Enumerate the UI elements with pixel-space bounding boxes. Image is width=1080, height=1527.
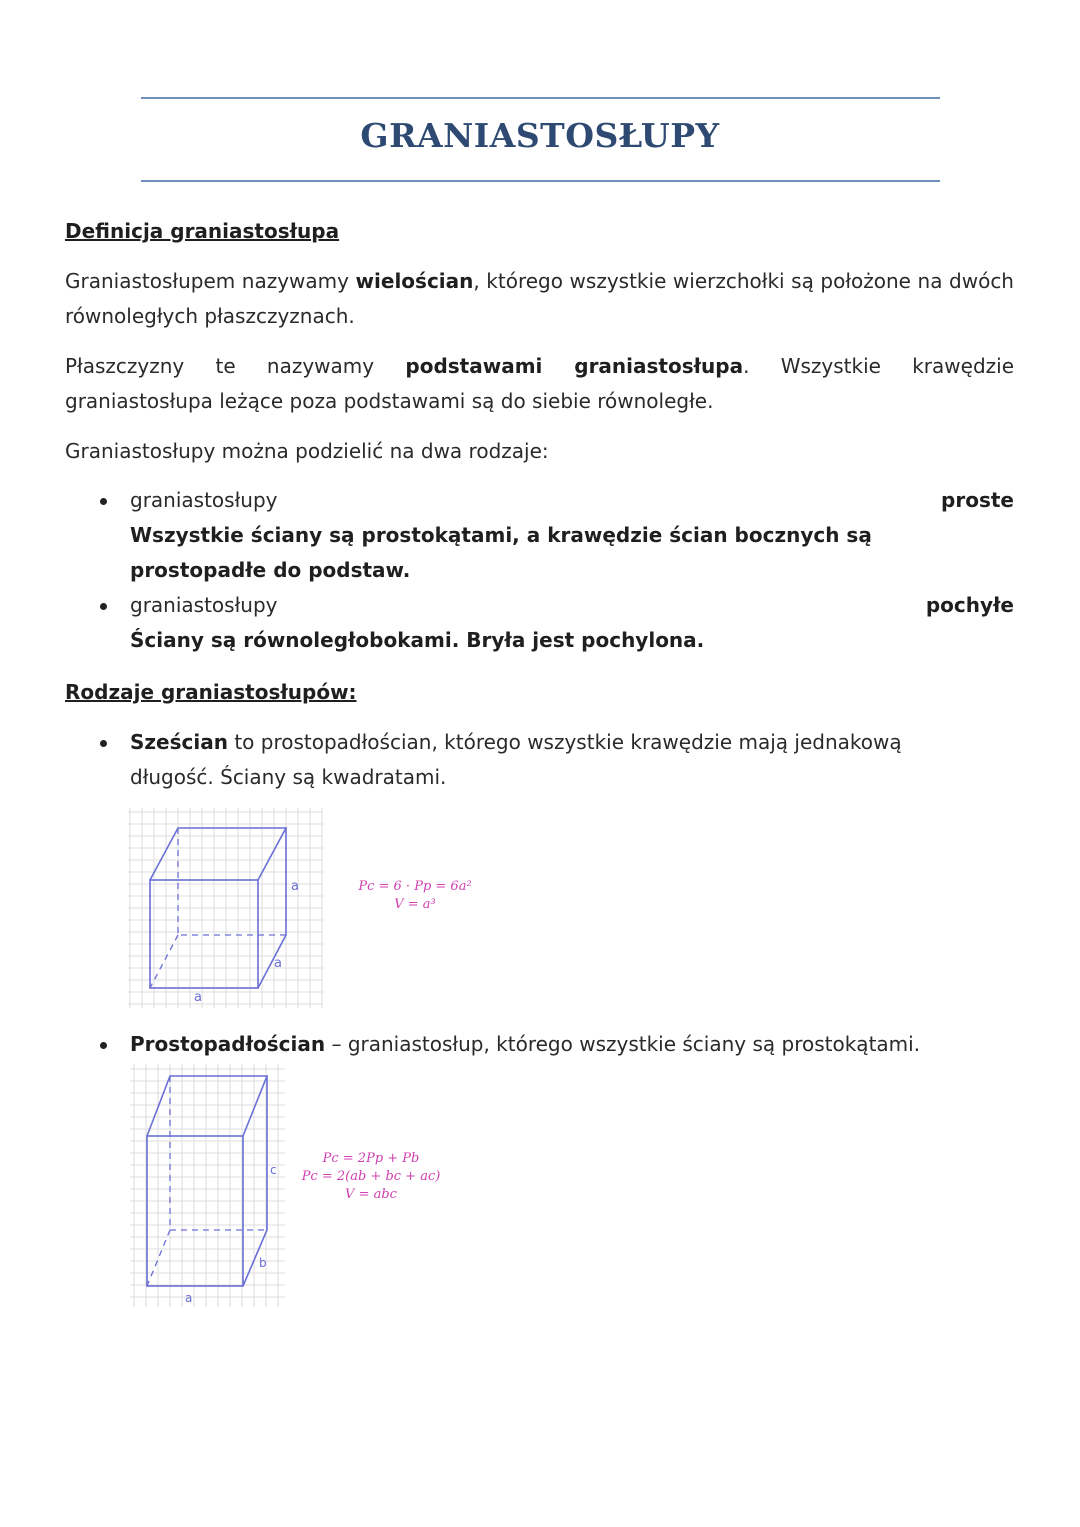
cube-term: Sześcian <box>130 730 228 754</box>
grid-background <box>130 1064 285 1307</box>
cube-figure <box>128 808 323 1008</box>
cuboid-volume-formula: V = abc <box>345 1187 397 1202</box>
cuboid-edges <box>147 1076 267 1286</box>
list-item-cuboid <box>65 1027 1014 1062</box>
p2-text-a: Płaszczyzny te nazywamy <box>65 354 406 378</box>
grid-background <box>128 808 323 1008</box>
type-description: Wszystkie ściany są prostokątami, a krawędzie ścian bocznych są prostopadłe do podstaw. <box>130 523 872 582</box>
p2-term: podstawami graniastosłupa <box>405 354 744 378</box>
cuboid-area-expanded-formula: Pc = 2(ab + bc + ac) <box>301 1169 441 1184</box>
page-title: GRANIASTOSŁUPY <box>360 116 720 155</box>
type-kind: proste <box>941 488 1014 512</box>
cuboid-term: Prostopadłościan <box>130 1032 326 1056</box>
p1-text-c: , którego wszystkie wierzchołki są położone na dwóch równoległych płaszczyznach. <box>65 269 1014 328</box>
bullet <box>100 740 107 747</box>
kinds-heading: Rodzaje graniastosłupów: <box>65 680 357 704</box>
definition-paragraph-3: Graniastosłupy można podzielić na dwa rodzaje: <box>65 439 549 463</box>
cube-label-depth: a <box>274 956 282 971</box>
cube-volume-formula: V = a³ <box>394 897 436 912</box>
p1-text-a: Graniastosłupem nazywamy <box>65 269 356 293</box>
list-item-cube <box>65 725 1014 795</box>
definition-heading: Definicja graniastosłupa <box>65 219 340 243</box>
p2-text-c: . Wszystkie krawędzie graniastosłupa leżące poza podstawami są do siebie równoległe. <box>65 354 1014 413</box>
p1-term: wielościan <box>355 269 474 293</box>
cube-label-width: a <box>194 990 202 1005</box>
type-name: graniastosłupy <box>130 593 278 617</box>
definition-paragraph-1 <box>65 264 1014 334</box>
bullet <box>100 498 107 505</box>
definition-paragraph-2 <box>65 349 1014 419</box>
cuboid-label-width: a <box>185 1291 193 1305</box>
top-rule <box>141 97 940 99</box>
cube-area-formula: Pc = 6 · Pp = 6a² <box>358 879 472 894</box>
cuboid-area-formula: Pc = 2Pp + Pb <box>322 1151 420 1166</box>
cuboid-label-depth: b <box>259 1256 267 1270</box>
cuboid-formulas <box>296 1150 446 1204</box>
bottom-rule <box>141 180 940 182</box>
cuboid-section <box>65 1027 1014 1062</box>
cuboid-label-height: c <box>270 1163 277 1177</box>
cuboid-figure <box>130 1064 285 1307</box>
kinds-section <box>65 675 1014 795</box>
bullet <box>100 1042 107 1049</box>
list-item-oblique-prism <box>65 588 1014 658</box>
type-description: Ściany są równoległobokami. Bryła jest pochylona. <box>130 628 705 652</box>
bullet <box>100 603 107 610</box>
definition-section <box>65 214 1014 658</box>
cube-text: to prostopadłościan, którego wszystkie krawędzie mają jednakową długość. Ściany są kwadratami. <box>130 730 902 789</box>
cube-formulas <box>340 878 490 914</box>
list-item-right-prism <box>65 483 1014 588</box>
type-name: graniastosłupy <box>130 488 278 512</box>
cube-label-height: a <box>291 879 299 894</box>
cuboid-text: – graniastosłup, którego wszystkie ściany są prostokątami. <box>325 1032 921 1056</box>
cuboid-hidden-edges <box>147 1076 267 1286</box>
type-kind: pochyłe <box>925 593 1014 617</box>
